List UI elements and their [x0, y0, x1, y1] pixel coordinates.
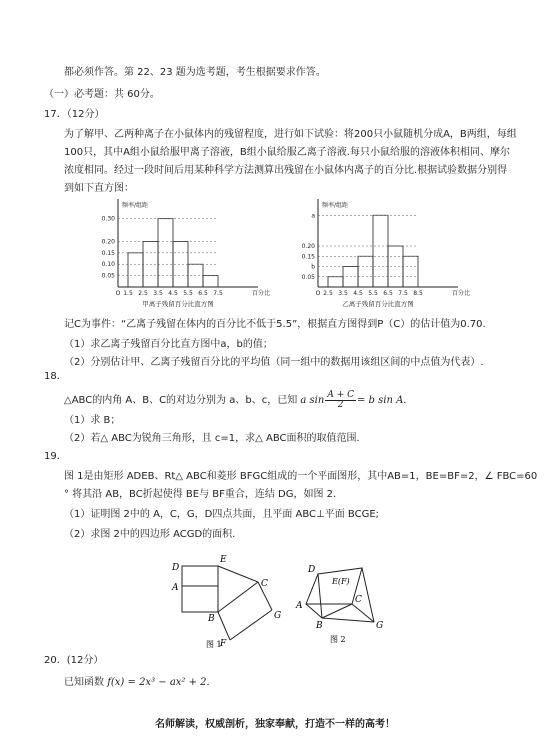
fig1-label-d: D	[172, 563, 180, 573]
y-tick-label: a	[311, 212, 315, 220]
x-tick-label: O	[315, 290, 321, 297]
fig2-label-c: C	[355, 595, 362, 605]
histogram-bar	[358, 256, 373, 287]
q20-function: f(x) = 2x³ − ax² + 2	[107, 677, 207, 688]
fig2-caption: 图 2	[330, 635, 346, 644]
section-title: （一）必考题：共 60分。	[44, 89, 160, 100]
y-tick-label: 0.20	[301, 243, 315, 250]
x-tick-label: 4.5	[168, 290, 178, 297]
q18-part1: （1）求 B；	[64, 415, 121, 426]
x-tick-label: 2.5	[138, 290, 148, 297]
chart-title: 乙离子残留百分比直方图	[342, 300, 414, 308]
y-tick-label: 0.15	[301, 253, 315, 261]
fig2-label-d: D	[308, 565, 316, 575]
y-axis-label: 频率/组距	[122, 202, 149, 209]
x-tick-label: 2.5	[323, 290, 333, 297]
q18-formula-rhs: = b sin A	[356, 395, 404, 406]
figure-2	[290, 560, 400, 650]
q18-fraction-num: A + C	[327, 389, 354, 400]
fig2-label-g: G	[376, 621, 384, 631]
y-tick-label: 0.05	[301, 273, 315, 281]
header-text: 都必须作答。第 22、23 题为选考题，考生根据要求作答。	[64, 67, 326, 78]
x-tick-label: 6.5	[198, 290, 208, 297]
q18-stem: △ABC的内角 A、B、C的对边分别为 a、b、c，已知 a sin $\frac{A + C}{2}$ = b sin A．	[64, 389, 414, 410]
fig1-label-g: G	[274, 611, 282, 621]
q20-stem: 已知函数 f(x) = 2x³ − ax² + 2．	[64, 677, 217, 688]
y-axis-label: 频率/组距	[322, 202, 349, 209]
q19-part2: （2）求图 2中的四边形 ACGD的面积.	[64, 529, 236, 540]
x-tick-label: 7.5	[398, 290, 408, 297]
q19-number: 19．	[44, 451, 67, 462]
fig1-caption: 图 1	[206, 640, 222, 648]
x-tick-label: 4.5	[353, 290, 363, 297]
q18-fraction-den: 2	[337, 399, 344, 410]
histogram-bar	[403, 256, 418, 287]
x-tick-label: 5.5	[368, 290, 378, 297]
x-tick-label: 8.5	[413, 290, 423, 297]
q20-heading	[44, 654, 103, 668]
x-tick-label: 7.5	[213, 290, 223, 297]
q18-formula-lhs: a sin	[300, 395, 325, 406]
figure-1	[160, 548, 295, 648]
y-tick-label: b	[311, 263, 315, 271]
x-tick-label: 5.5	[183, 290, 193, 297]
histogram-jia	[90, 197, 275, 309]
y-tick-label: 0.30	[101, 215, 115, 223]
footer-slogan: 名师解读，权威剖析，独家奉献，打造不一样的高考！	[155, 719, 395, 730]
histogram-bar	[128, 253, 143, 287]
chart-title: 甲离子残留百分比直方图	[142, 300, 214, 308]
q17-score: （12分）	[66, 109, 105, 120]
q18-stem-text: △ABC的内角 A、B、C的对边分别为 a、b、c，已知	[64, 395, 298, 406]
q17-part2: （2）分别估计甲、乙离子残留百分比的平均值（同一组中的数据用该组区间的中点值为代表）.	[64, 357, 484, 368]
q18-formula-fraction	[325, 391, 356, 410]
fig1-label-b: B	[208, 614, 215, 624]
q17-event: 记C为事件：“乙离子残留在体内的百分比不低于5.5”，根据直方图得到P（C）的估计值为0.70.	[64, 319, 486, 330]
x-axis-label: 百分比	[252, 290, 271, 297]
fig1-label-a: A	[172, 583, 179, 593]
q17-stem-2: 100只，其中A组小鼠给服甲离子溶液，B组小鼠给服乙离子溶液.每只小鼠给服的溶液体积相同、摩尔	[64, 147, 510, 158]
q19-stem-1: 图 1是由矩形 ADEB、Rt△ ABC和菱形 BFGC组成的一个平面图形，其中AB=1，BE=BF=2，∠ FBC=60	[64, 471, 538, 482]
x-axis-label: 百分比	[452, 290, 471, 297]
histogram-yi	[290, 197, 475, 309]
q17-stem-1: 为了解甲、乙两种离子在小鼠体内的残留程度，进行如下试验：将200只小鼠随机分成A，B两组，每组	[64, 129, 517, 140]
fig1-label-c: C	[261, 579, 268, 589]
x-tick-label: 3.5	[153, 290, 163, 297]
y-tick-label: 0.10	[101, 261, 115, 269]
q17-heading	[44, 108, 104, 122]
q17-part1: （1）求乙离子残留百分比直方图中a，b的值；	[64, 339, 273, 350]
q17-stem-4: 到如下直方图：	[64, 183, 134, 194]
x-tick-label: 3.5	[338, 290, 348, 297]
q19-part1: （1）证明图 2中的 A，C，G，D四点共面，且平面 ABC⊥平面 BCGE;	[64, 509, 380, 520]
fig1-label-f: F	[220, 639, 227, 648]
q18-part2: （2）若△ ABC为锐角三角形，且 c=1，求△ ABC面积的取值范围．	[64, 433, 367, 444]
q19-stem-2: ° 将其沿 AB，BC折起使得 BE与 BF重合，连结 DG，如图 2.	[64, 489, 337, 500]
histogram-bar	[328, 277, 343, 287]
y-tick-label: 0.15	[101, 249, 115, 257]
q20-score: (12分）	[66, 655, 104, 666]
q20-number: 20．	[44, 655, 67, 666]
x-tick-label: 1.5	[123, 290, 133, 297]
fig2-label-b: B	[316, 621, 323, 631]
fig2-label-a: A	[296, 601, 303, 611]
fig1-label-e: E	[220, 555, 227, 565]
histogram-bar	[373, 215, 388, 287]
q17-number: 17．	[44, 109, 67, 120]
q20-stem-text: 已知函数	[64, 677, 104, 688]
q18-number: 18．	[44, 371, 67, 382]
y-tick-label: 0.20	[101, 238, 115, 246]
x-tick-label: O	[115, 290, 121, 297]
fig2-label-ef: E(F)	[332, 577, 350, 586]
y-tick-label: 0.05	[101, 272, 115, 280]
x-tick-label: 6.5	[383, 290, 393, 297]
q17-stem-3: 浓度相同。经过一段时间后用某种科学方法测算出残留在小鼠体内离子的百分比.根据试验数据分别得	[64, 165, 508, 176]
histogram-bar	[203, 276, 218, 287]
